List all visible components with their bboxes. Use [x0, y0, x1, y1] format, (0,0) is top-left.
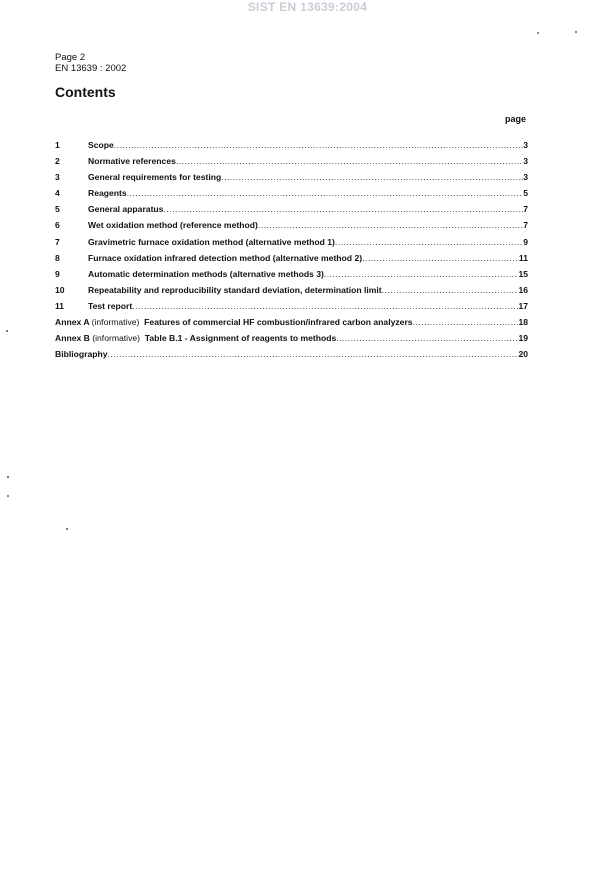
toc-entry-title: [88, 301, 132, 311]
toc-entry-number: 4: [55, 188, 60, 199]
toc-entry-number: 7: [55, 236, 60, 247]
entry-title-text: Furnace oxidation infrared detection method (alternative method 2): [88, 252, 363, 263]
annex-label: Annex B: [55, 333, 90, 344]
toc-entry-title: [88, 172, 221, 182]
toc-entry: [55, 285, 528, 301]
toc-entry-title: [88, 220, 258, 230]
toc-entry-number: 6: [55, 220, 60, 231]
toc-entry-title: [88, 285, 382, 295]
toc-entry: [55, 253, 528, 269]
dot-leader: [324, 269, 519, 279]
contents-heading: Contents: [55, 84, 116, 100]
toc-entry-title: [88, 204, 163, 214]
entry-title-text: Reagents: [88, 188, 127, 199]
entry-title-text: Repeatability and reproducibility standard deviation, determination limit: [88, 284, 382, 295]
toc-entry-page: 11: [518, 252, 528, 263]
dot-leader: [258, 220, 523, 230]
dot-leader: [176, 156, 523, 166]
toc-entry-page: 16: [518, 284, 528, 295]
toc-entry: [55, 172, 528, 188]
toc-entry-number: 1: [55, 140, 60, 150]
toc-entry: [55, 237, 528, 253]
toc-entry-title: [88, 188, 127, 198]
toc-entry-page: 5: [523, 188, 528, 199]
dot-leader: [413, 317, 519, 327]
toc-entry-title: [55, 333, 336, 343]
dot-leader: [114, 140, 523, 150]
toc-entry-page: 18: [518, 317, 528, 328]
toc-entry: [55, 269, 528, 285]
scan-speck: [66, 528, 68, 530]
dot-leader: [127, 188, 524, 198]
annex-label: Annex A: [55, 317, 90, 328]
watermark: SIST EN 13639:2004: [247, 0, 368, 14]
document-reference: EN 13639 : 2002: [55, 63, 127, 74]
toc-entry-page: 7: [523, 204, 528, 215]
toc-entry-title: [88, 237, 335, 247]
annex-title: Features of commercial HF combustion/infrared carbon analyzers: [144, 317, 413, 328]
toc-entry-title: [88, 140, 114, 150]
annex-title: Table B.1 - Assignment of reagents to methods: [144, 333, 337, 344]
dot-leader: [108, 349, 519, 359]
toc-entry: [55, 204, 528, 220]
toc-entry-number: 5: [55, 204, 60, 215]
toc-entry-page: 3: [523, 140, 528, 150]
toc-entry-title: [88, 269, 324, 279]
entry-title-text: Automatic determination methods (alternative methods 3): [88, 268, 324, 279]
scan-speck: [537, 32, 539, 34]
toc-entry-title: [88, 253, 362, 263]
toc-entry-number: 2: [55, 156, 60, 167]
annex-type: (informative): [92, 333, 141, 344]
dot-leader: [362, 253, 519, 263]
toc-entry: [55, 333, 528, 349]
toc-entry-page: 3: [523, 156, 528, 167]
annex-type: (informative): [91, 317, 140, 328]
table-of-contents: [55, 140, 528, 365]
toc-entry: [55, 301, 528, 317]
entry-title-text: General requirements for testing: [88, 172, 222, 183]
toc-entry-number: 8: [55, 252, 60, 263]
entry-title-text: Scope: [88, 140, 114, 150]
toc-entry: [55, 188, 528, 204]
toc-entry: [55, 317, 528, 333]
dot-leader: [221, 172, 523, 182]
toc-entry-page: 20: [518, 349, 528, 360]
scan-speck: [7, 476, 9, 478]
toc-entry-number: 10: [55, 284, 65, 295]
entry-title-text: Gravimetric furnace oxidation method (alternative method 1): [88, 236, 335, 247]
dot-leader: [382, 285, 519, 295]
toc-entry-page: 7: [523, 220, 528, 231]
page-header: [55, 52, 126, 74]
toc-entry-page: 9: [523, 236, 528, 247]
toc-entry: [55, 349, 528, 365]
toc-entry-title: [88, 156, 176, 166]
dot-leader: [336, 333, 518, 343]
scan-speck: [6, 330, 8, 332]
toc-entry-title: [55, 349, 108, 359]
toc-entry-page: 15: [518, 268, 528, 279]
entry-title-text: Test report: [88, 300, 133, 311]
page-number-label: Page 2: [55, 52, 86, 63]
entry-title-text: Wet oxidation method (reference method): [88, 220, 258, 231]
bibliography-title: Bibliography: [55, 349, 108, 360]
scan-speck: [7, 495, 9, 497]
dot-leader: [163, 204, 523, 214]
scan-speck: [575, 31, 577, 33]
toc-entry-title: [55, 317, 413, 327]
dot-leader: [335, 237, 523, 247]
dot-leader: [132, 301, 518, 311]
toc-entry-number: 11: [55, 300, 65, 311]
page-column-header: page: [505, 114, 527, 124]
toc-entry: [55, 156, 528, 172]
toc-entry-page: 3: [523, 172, 528, 183]
toc-entry-page: 19: [518, 333, 528, 344]
entry-title-text: Normative references: [88, 156, 176, 167]
toc-entry: [55, 140, 528, 156]
toc-entry-number: 9: [55, 268, 60, 279]
entry-title-text: General apparatus: [88, 204, 164, 215]
toc-entry-number: 3: [55, 172, 60, 183]
toc-entry-page: 17: [518, 300, 528, 311]
toc-entry: [55, 220, 528, 236]
